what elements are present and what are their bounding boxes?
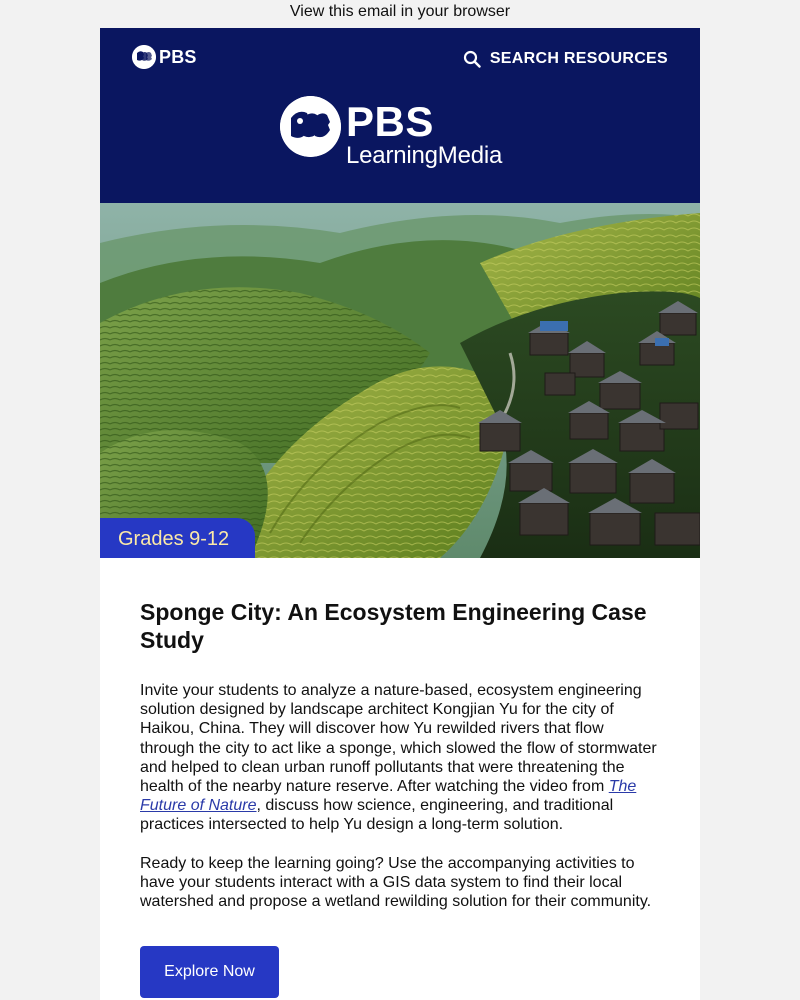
email-body (100, 28, 700, 1000)
rice-terraces-photo (100, 203, 700, 558)
search-icon (463, 50, 481, 68)
article-paragraph-1 (140, 681, 660, 835)
pbs-small-logo[interactable] (132, 45, 197, 69)
article-title: Sponge City: An Ecosystem Engineering Case Study (140, 599, 647, 653)
pbs-learningmedia-logo[interactable] (280, 96, 502, 169)
view-in-browser-link[interactable]: View this email in your browser (289, 3, 511, 20)
grades-badge: Grades 9-12 (100, 518, 255, 558)
pbs-head-logo-icon (132, 45, 156, 69)
view-in-browser-bar (0, 0, 800, 28)
paragraph-1-text-after: , discuss how science, engineering, and traditional practices intersected to help Yu design a long-term solution. (140, 797, 614, 834)
explore-now-button[interactable]: Explore Now (140, 946, 279, 998)
email-header (100, 28, 700, 203)
future-of-nature-link[interactable]: The Future of Nature (140, 778, 637, 815)
search-resources-link[interactable] (463, 50, 668, 68)
paragraph-1-text-before: Invite your students to analyze a nature-based, ecosystem engineering solution designed by landscape architect Kongjian Yu for the city of Haikou, China. They will discover how Yu rewilded rivers that flow through the city to act like a sponge, which slowed the flow of stormwater and helped to clean urban runoff pollutants that were threatening the health of the nearby nature reserve. After watching the video from (140, 682, 657, 796)
article-paragraph-2: Ready to keep the learning going? Use the accompanying activities to have your students interact with a GIS data system to find their local watershed and propose a wetland rewilding solution for their community. (140, 854, 652, 911)
search-resources-label: SEARCH RESOURCES (489, 50, 668, 67)
logo-brand-text: PBS (346, 98, 434, 145)
pbs-large-head-logo-icon (280, 96, 341, 157)
article-content (100, 558, 700, 998)
pbs-small-logo-text: PBS (159, 46, 197, 67)
logo-product-text: LearningMedia (346, 142, 503, 169)
hero-image[interactable] (100, 203, 700, 558)
